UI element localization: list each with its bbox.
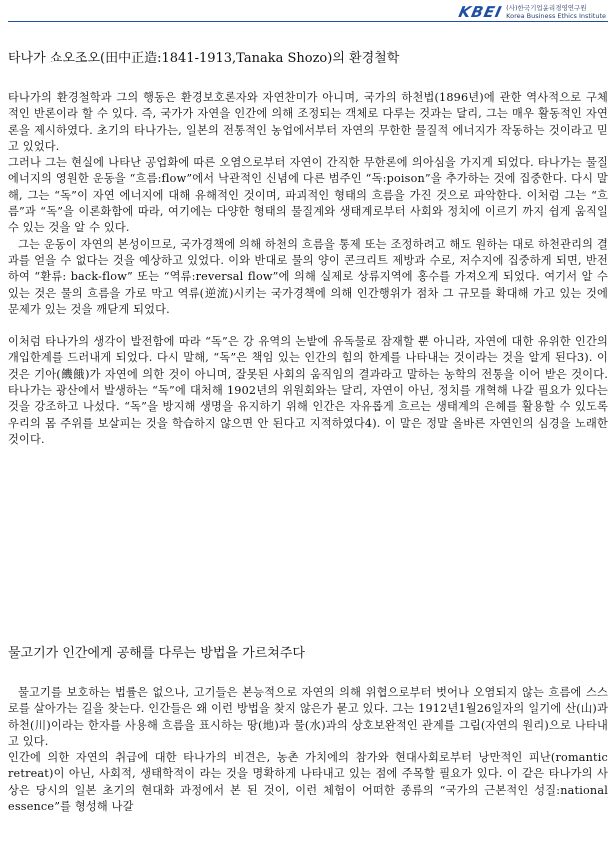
institute-logo: [459, 3, 606, 21]
section-heading: 물고기가 인간에게 공해를 다루는 방법을 가르쳐주다: [8, 646, 305, 661]
org-name-korean: (사)한국기업윤리경영연구원: [506, 4, 587, 12]
paragraph: 인간에 의한 자연의 취급에 대한 타나가의 비견은, 농촌 가치에의 참가와 현대사회로부터 낭만적인 피난(romantic retreat)이 아닌, 사회적, 생태학적이 라는 것을 명확하게 나타내고 있는 점에 주목할 필요가 있다. 이 같은 타나가의 사상은 당시의 일본 초기의 현대화 과정에서 본 된 것이, 이런 체험이 어떠한 종류의 “국가의 근본적인 성질:national essence”를 형성해 나갈: [8, 751, 608, 814]
org-name-english: Korea Business Ethics Institute: [506, 12, 606, 20]
logo-mark: KBEI: [457, 3, 505, 21]
article-title: 타나가 쇼오조오(田中正造:1841-1913,Tanaka Shozo)의 환경철학: [8, 51, 400, 66]
page-header: [0, 0, 616, 22]
section-1-body: [8, 90, 608, 448]
logo-text: [506, 4, 606, 20]
paragraph: 타나가의 환경철학과 그의 행동은 환경보호론자와 자연찬미가 아니며, 국가의 하천법(1896년)에 관한 역사적으로 구체적인 반론이라 할 수 있다. 즉, 국가가 자연을 인간에 의해 조정되는 객체로 다루는 것과는 달리, 그는 매우 활동적인 자연론을 제시하였다. 초기의 타나가는, 일본의 전통적인 농업에서부터 자연의 무한한 물질적 에너지가 작동하는 것이라고 믿고 있었다.: [8, 91, 608, 153]
header-divider: [8, 21, 608, 22]
paragraph: 그는 운동이 자연의 본성이므로, 국가경책에 의해 하천의 흐름을 통제 또는 조정하려고 해도 원하는 대로 하천관리의 결과를 얻을 수 없다는 것을 예상하고 있었다. 이와 반대로 물의 양이 콘크리트 제방과 수로, 저수지에 집중하게 되면, 반전하여 “환류: back-flow” 또는 “역류:reversal flow”에 의해 실제로 상류지역에 홍수를 가져오게 되었다. 여기서 알 수 있는 것은 물의 흐름을 가로 막고 역류(逆流)시키는 국가경책에 의해 인간행위가 점차 그 규모를 확대해 가고 있는 것에 문제가 있는 것을 깨닫게 되었다.: [8, 237, 608, 316]
paragraph: 물고기를 보호하는 법률은 없으나, 고기들은 본능적으로 자연의 의해 위협으로부터 벗어나 오염되지 않는 흐름에 스스로를 살아가는 길을 찾는다. 인간들은 왜 이런 방법을 찾지 않은가 묻고 있다. 그는 1912년1월26일자의 일기에 산(山)과 하천(川)이라는 한자를 사용해 흐름을 표시하는 땅(地)과 물(水)과의 상호보완적인 관계를 그림(자연의 원리)으로 나타내고 있다.: [8, 686, 608, 748]
paragraph: 이처럼 타나가의 생각이 발전함에 따라 “독”은 강 유역의 논밭에 유독물로 잠재할 뿐 아니라, 자연에 대한 유위한 인간의 개입한계를 드러내게 되었다. 다시 말해, “독”은 책임 있는 인간의 힘의 한계를 나타내는 것이라는 것을 알게 된다3). 이것은 기아(饑餓)가 자연에 의한 것이 아니며, 잘못된 사회의 움직임의 결과라고 말하는 농학의 전통을 이어 받은 것이다. 타나가는 광산에서 발생하는 “독”에 대처해 1902년의 위원회와는 달리, 자연이 아닌, 정치를 개혁해 나갈 필요가 있다는 것을 강조하고 나섰다. “독”을 방지해 생명을 유지하기 위해 인간은 자유롭게 흐르는 생태계의 은혜를 활용할 수 있도록 우리의 몸 주위를 보살피는 것을 학습하지 않으면 안 된다고 지적하였다4). 이 말은 정말 올바른 자연인의 심경을 노래한 것이다.: [8, 335, 608, 446]
paragraph: 그러나 그는 현실에 나타난 공업화에 따른 오염으로부터 자연이 간직한 무한론에 의아심을 가지게 되었다. 타나가는 물질 에너지의 영원한 운동을 “흐름:flow”에서 낙관적인 신념에 다른 범주인 “독:poison”을 추가하는 것에 집중한다. 다시 말해, 그는 “독”이 자연 에너지에 대해 유해적인 것이며, 파괴적인 형태의 흐름을 가진 것으로 파악한다. 이처럼 그는 “흐름”과 “독”을 이론화함에 따라, 여기에는 다양한 형태의 물질계와 생태계로부터 사회와 정치에 이르기 까지 쉽게 움직일 수 있는 것을 알 수 있다.: [8, 156, 608, 235]
section-2-body: [8, 685, 608, 815]
